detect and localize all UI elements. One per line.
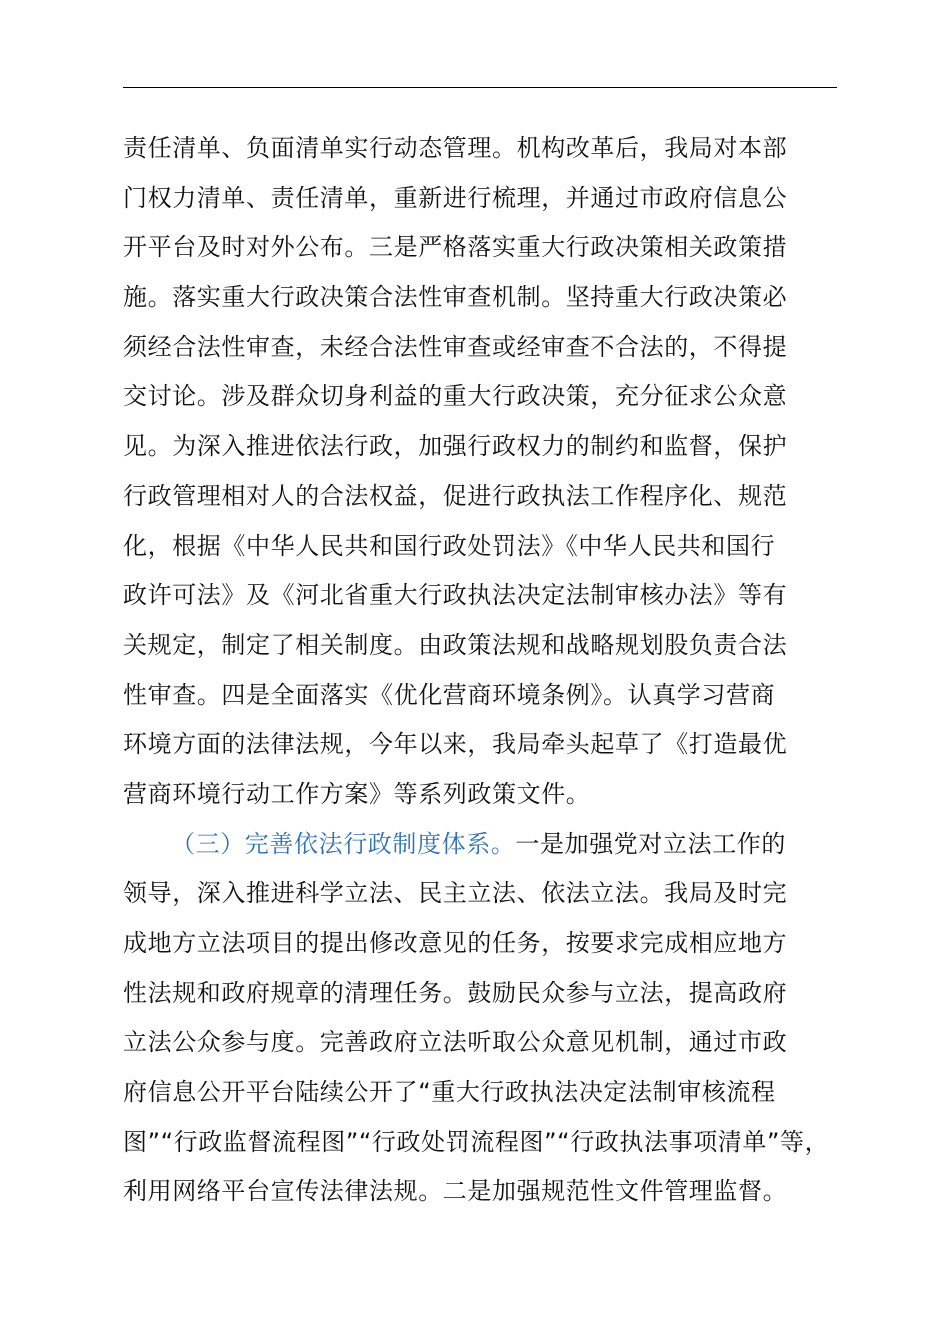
text-line: 化，根据《中华人民共和国行政处罚法》《中华人民共和国行 [123,531,776,560]
text-line: 成地方立法项目的提出修改意见的任务，按要求完成相应地方 [123,929,788,957]
text-line: 行政管理相对人的合法权益，促进行政执法工作程序化、规范 [123,481,788,510]
header-rule [123,87,837,88]
text-line: 须经合法性审查，未经合法性审查或经审查不合法的，不得提 [123,332,788,361]
body-text [123,124,837,1217]
text-line: 门权力清单、责任清单，重新进行梳理，并通过市政府信息公 [123,183,788,212]
text-line: 性法规和政府规章的清理任务。鼓励民众参与立法，提高政府 [123,978,788,1007]
text-line: 责任清单、负面清单实行动态管理。机构改革后，我局对本部 [123,134,788,162]
text-line: 环境方面的法律法规，今年以来，我局牵头起草了《打造最优 [123,730,788,759]
text-line: 施。落实重大行政决策合法性审查机制。坚持重大行政决策必 [123,283,788,312]
section-three-first-line [123,820,837,870]
text-line: 开平台及时对外公布。三是严格落实重大行政决策相关政策措 [123,233,788,262]
text-line: 立法公众参与度。完善政府立法听取公众意见机制，通过市政 [123,1028,788,1057]
text-line: 府信息公开平台陆续公开了“重大行政执法决定法制审核流程 [123,1078,776,1107]
section-text-run: 一是加强党对立法工作的 [515,829,787,858]
text-line: 领导，深入推进科学立法、民主立法、依法立法。我局及时完 [123,879,788,908]
text-line: 图”“行政监督流程图”“行政处罚流程图”“行政执法事项清单”等， [123,1127,830,1156]
text-line: 性审查。四是全面落实《优化营商环境条例》。认真学习营商 [123,680,776,709]
text-line: 见。为深入推进依法行政，加强行政权力的制约和监督，保护 [123,432,788,461]
text-line: 政许可法》及《河北省重大行政执法决定法制审核办法》等有 [123,581,788,610]
text-line: 利用网络平台宣传法律法规。二是加强规范性文件管理监督。 [123,1177,788,1206]
text-line: 营商环境行动工作方案》等系列政策文件。 [123,779,591,808]
text-line: 交讨论。涉及群众切身利益的重大行政决策，充分征求公众意 [123,382,788,411]
text-line: 关规定，制定了相关制度。由政策法规和战略规划股负责合法 [123,630,788,659]
section-heading: （三）完善依法行政制度体系。 [171,829,516,858]
